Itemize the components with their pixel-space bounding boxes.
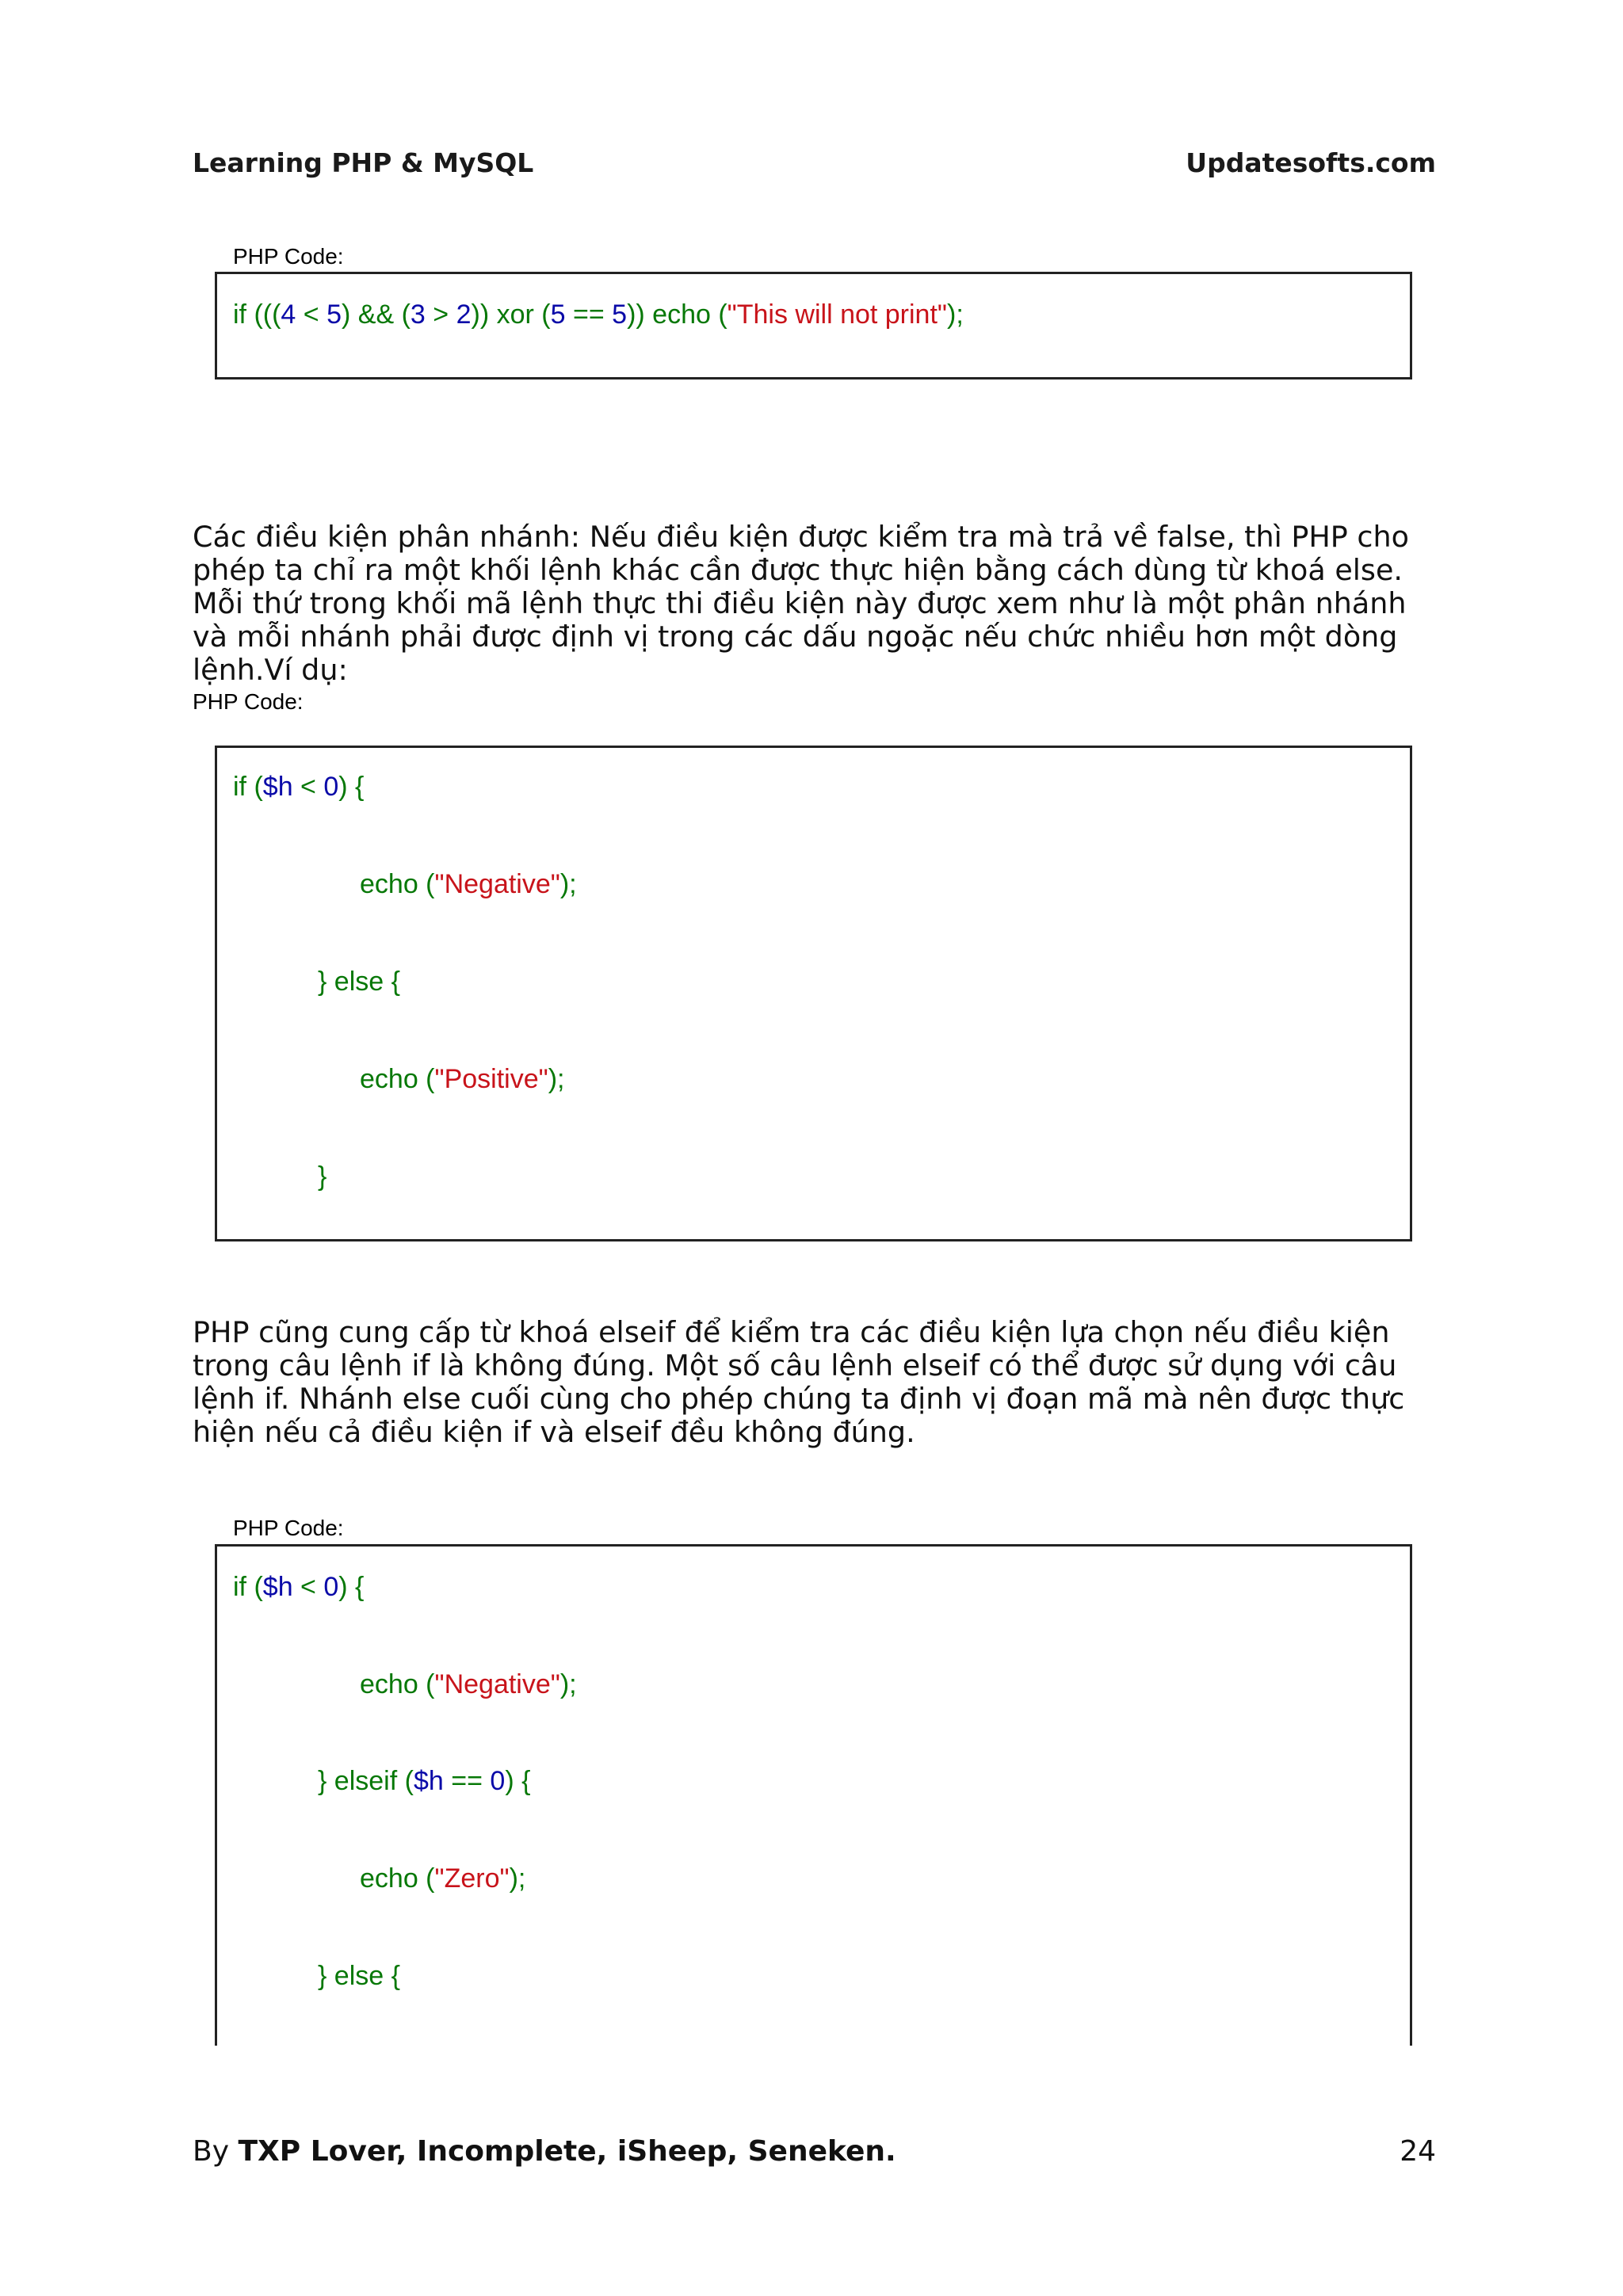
code-token: echo ( [360,1064,435,1094]
code-token: > [425,299,456,330]
code-line [318,1962,400,1989]
code-token: "Negative" [434,1669,560,1699]
code-token: == [443,1766,491,1796]
footer-credits [193,2135,896,2168]
code-token: "Negative" [434,869,560,899]
code-token: 2 [456,299,472,330]
code-line [360,871,577,898]
code-caption: PHP Code: [233,1516,344,1540]
code-token: ) && ( [342,299,411,330]
code-token: $h [262,1572,293,1602]
code-block [215,272,1412,379]
code-token: )) xor ( [471,299,551,330]
code-token: } else { [318,967,400,997]
code-caption: PHP Code: [233,244,344,269]
code-token: ); [559,1669,577,1699]
code-token: if ((( [233,299,281,330]
code-token: } [318,1161,327,1192]
code-token: == [565,299,613,330]
code-line [318,1163,327,1190]
code-line [360,1865,525,1892]
code-line [233,301,964,328]
code-token: < [296,299,327,330]
code-token: ); [509,1863,526,1894]
code-token: echo ( [360,1863,435,1894]
code-token: $h [262,772,293,802]
code-line [360,1671,577,1698]
code-token: ) { [338,1572,365,1602]
code-token: ); [947,299,964,330]
code-block [215,746,1412,1241]
code-token: 0 [490,1766,506,1796]
code-token: if ( [233,772,263,802]
code-token: 5 [550,299,566,330]
code-line [233,773,364,800]
page-number: 24 [1400,2135,1436,2168]
code-token: echo ( [360,1669,435,1699]
code-token: 0 [323,772,339,802]
code-token: "Zero" [434,1863,510,1894]
code-token: < [292,772,324,802]
code-token: ); [548,1064,565,1094]
code-token: 4 [281,299,296,330]
paragraph-branching: Các điều kiện phân nhánh: Nếu điều kiện được kiểm tra mà trả về false, thì PHP cho phép ta chỉ ra một khối lệnh khác cần được thực hiện bằng cách dùng từ khoá else. Mỗi thứ trong khối mã lệnh thực thi điều kiện này được xem như là một phân nhánh và mỗi nhánh phải được định vị trong các dấu ngoặc nếu chức nhiều hơn một dòng lệnh.Ví dụ: [193,520,1409,687]
site-name: Updatesofts.com [1186,147,1436,178]
code-token: } elseif ( [318,1766,414,1796]
code-caption: PHP Code: [193,689,304,714]
code-token: 5 [327,299,342,330]
code-token: 3 [410,299,426,330]
code-line [318,968,400,995]
footer-authors: TXP Lover, Incomplete, iSheep, Seneken. [238,2135,896,2168]
code-block [215,1544,1412,2046]
code-token: "This will not print" [727,299,947,330]
code-token: } else { [318,1961,400,1991]
document-title: Learning PHP & MySQL [193,147,534,178]
code-token: echo ( [360,869,435,899]
code-token: ) { [505,1766,531,1796]
paragraph-elseif: PHP cũng cung cấp từ khoá elseif để kiểm tra các điều kiện lựa chọn nếu điều kiện trong câu lệnh if là không đúng. Một số câu lệnh elseif có thể được sử dụng với câu lệnh if. Nhánh else cuối cùng cho phép chúng ta định vị đoạn mã mà nên được thực hiện nếu cả điều kiện if và elseif đều không đúng. [193,1315,1405,1449]
code-token: ) { [338,772,365,802]
code-token: if ( [233,1572,263,1602]
code-token: 5 [612,299,628,330]
code-token: 0 [323,1572,339,1602]
code-line [233,1573,364,1600]
code-token: $h [413,1766,444,1796]
code-token: "Positive" [434,1064,548,1094]
code-line [360,1066,564,1093]
footer-by-label: By [193,2135,230,2168]
code-line [318,1768,530,1794]
code-token: ); [559,869,577,899]
code-token: )) echo ( [627,299,727,330]
code-token: < [292,1572,324,1602]
